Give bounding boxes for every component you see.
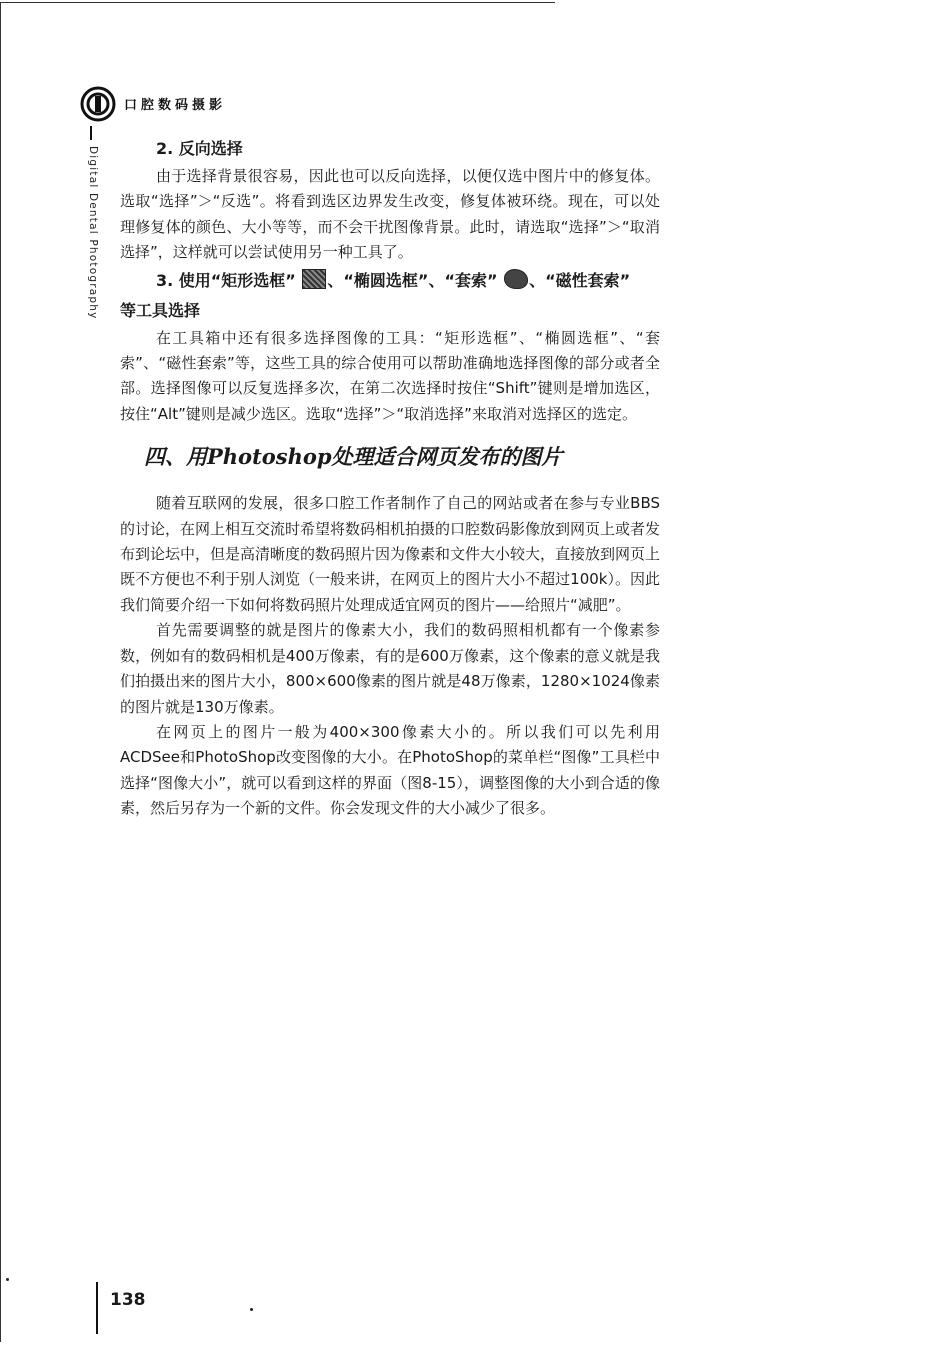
section-heading-web-images: 四、用Photoshop处理适合网页发布的图片 [144, 444, 563, 470]
subheading-part-d: 等工具选择 [120, 300, 201, 320]
page-frame-left [0, 2, 1, 1342]
side-divider [90, 126, 92, 140]
subheading-selection-tools [120, 266, 660, 326]
subheading-part-b: 、“椭圆选框”、“套索” [327, 270, 498, 290]
page-number: 138 [110, 1290, 146, 1310]
paragraph-reverse-selection: 由于选择背景很容易，因此也可以反向选择，以便仅选中图片中的修复体。选取“选择”＞“反选”。将看到选区边界发生改变，修复体被环绕。现在，可以处理修复体的颜色、大小等等，而不会干扰图像背景。此时，请选取“选择”＞“取消选择”，这样就可以尝试使用另一种工具了。 [120, 167, 660, 262]
page-content [120, 134, 660, 822]
scan-speck [250, 1308, 253, 1311]
subheading-part-c: 、“磁性套索” [529, 270, 631, 290]
side-running-title: Digital Dental Photography [87, 146, 99, 320]
paragraph-selection-tools: 在工具箱中还有很多选择图像的工具：“矩形选框”、“椭圆选框”、“套索”、“磁性套索”等，这些工具的综合使用可以帮助准确地选择图像的部分或者全部。选择图像可以反复选择多次，在第二次选择时按住“Shift”键则是增加选区，按住“Alt”键则是减少选区。选取“选择”＞“取消选择”来取消对选择区的选定。 [120, 328, 660, 423]
lasso-tool-icon [504, 269, 528, 289]
marquee-tool-icon [302, 269, 326, 289]
subheading-part-a: 3. 使用“矩形选框” [156, 270, 296, 290]
header-title: 口腔数码摄影 [124, 98, 227, 113]
paragraph-resize-steps: 在网页上的图片一般为400×300像素大小的。所以我们可以先利用ACDSee和PhotoShop改变图像的大小。在PhotoShop的菜单栏“图像”工具栏中选择“图像大小”，就可以看到这样的界面（图8-15），调整图像的大小到合适的像素，然后另存为一个新的文件。你会发现文件的大小减少了很多。 [120, 722, 660, 818]
book-logo-icon [80, 86, 116, 122]
paragraph-pixel-size: 首先需要调整的就是图片的像素大小，我们的数码照相机都有一个像素参数，例如有的数码相机是400万像素，有的是600万像素，这个像素的意义就是我们拍摄出来的图片大小，800×600像素的图片就是48万像素，1280×1024像素的图片就是130万像素。 [120, 621, 660, 716]
page-frame-top [0, 2, 555, 3]
scan-speck [6, 1278, 9, 1281]
paragraph-web-intro: 随着互联网的发展，很多口腔工作者制作了自己的网站或者在参与专业BBS的讨论，在网上相互交流时希望将数码相机拍摄的口腔数码影像放到网页上或者发布到论坛中，但是高清晰度的数码照片因为像素和文件大小较大，直接放到网页上既不方便也不利于别人浏览（一般来讲，在网页上的图片大小不超过100k）。因此我们简要介绍一下如何将数码照片处理成适宜网页的图片——给照片“减肥”。 [120, 494, 661, 614]
subheading-reverse-selection: 2. 反向选择 [156, 139, 243, 158]
footer-rule [96, 1282, 98, 1334]
